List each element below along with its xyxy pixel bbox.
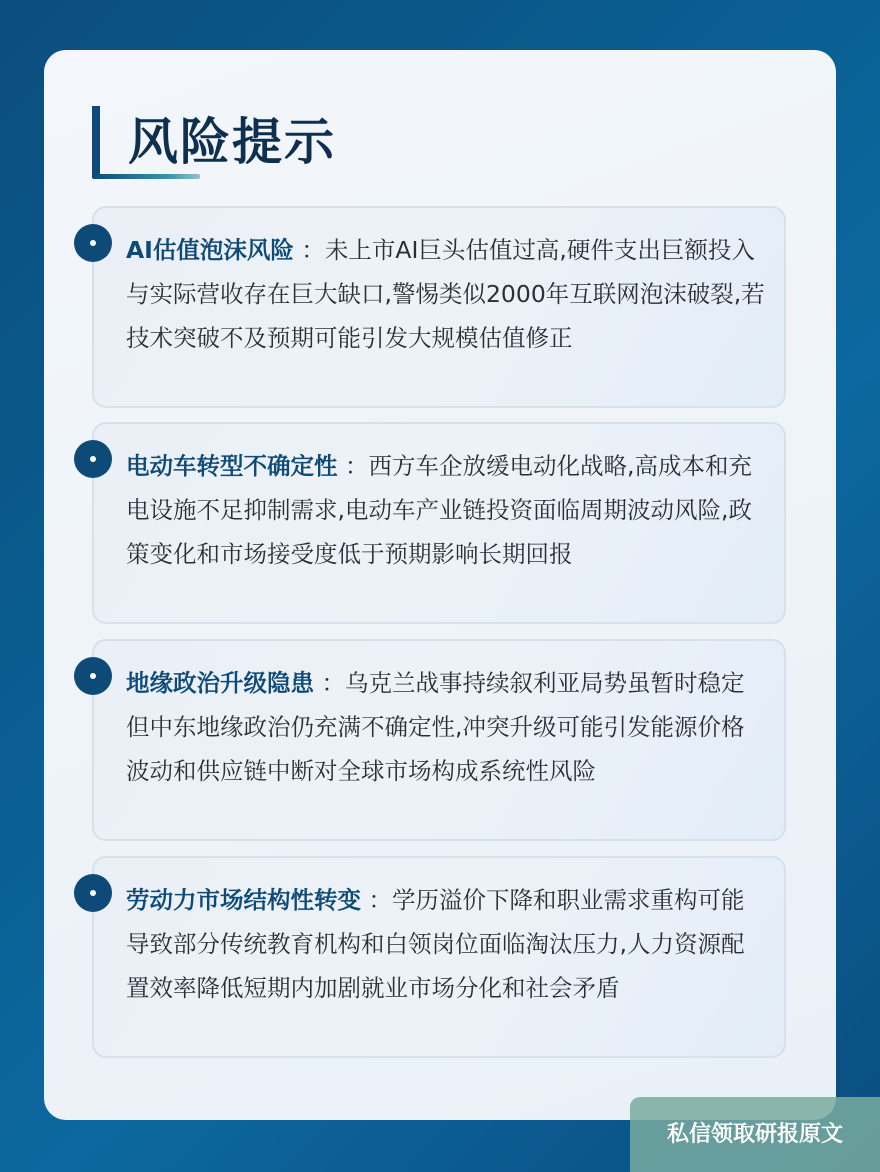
risk-item-text: 未上市AI巨头估值过高,硬件支出巨额投入与实际营收存在巨大缺口,警惕类似2000年互联网泡沫破裂,若技术突破不及预期可能引发大规模估值修正	[126, 236, 765, 352]
title-block	[92, 106, 352, 178]
risk-item-label: 地缘政治升级隐患	[126, 669, 314, 697]
page-title: 风险提示	[128, 113, 336, 171]
bullet-icon	[74, 657, 112, 695]
risk-item	[92, 422, 786, 624]
title-accent-bar	[92, 106, 100, 176]
risk-item-body	[126, 228, 766, 360]
bullet-icon	[74, 874, 112, 912]
risk-item-label: AI估值泡沫风险	[126, 236, 294, 264]
risk-item	[92, 639, 786, 841]
risk-item-separator: ：	[344, 452, 369, 480]
cta-banner[interactable]: 私信领取研报原文	[630, 1097, 880, 1172]
risk-item-text: 学历溢价下降和职业需求重构可能导致部分传统教育机构和白领岗位面临淘汰压力,人力资源配置效率降低短期内加剧就业市场分化和社会矛盾	[126, 886, 745, 1002]
bullet-icon	[74, 440, 112, 478]
risk-item-text: 乌克兰战事持续叙利亚局势虽暂时稳定但中东地缘政治仍充满不确定性,冲突升级可能引发能源价格波动和供应链中断对全球市场构成系统性风险	[126, 669, 745, 785]
risk-item-separator: ：	[321, 669, 345, 697]
risk-item-body	[126, 444, 766, 576]
risk-item	[92, 206, 786, 408]
risk-item-label: 电动车转型不确定性	[126, 452, 338, 480]
risk-item-body	[126, 878, 766, 1010]
title-underline	[92, 174, 200, 179]
risk-item-text: 西方车企放缓电动化战略,高成本和充电设施不足抑制需求,电动车产业链投资面临周期波动风险,政策变化和市场接受度低于预期影响长期回报	[126, 452, 752, 568]
risk-item-separator: ：	[301, 236, 325, 264]
risk-item-separator: ：	[368, 886, 392, 914]
risk-item-body	[126, 661, 766, 793]
risk-item-label: 劳动力市场结构性转变	[126, 886, 361, 914]
bullet-icon	[74, 224, 112, 262]
risk-item	[92, 856, 786, 1058]
risk-card	[44, 50, 836, 1120]
